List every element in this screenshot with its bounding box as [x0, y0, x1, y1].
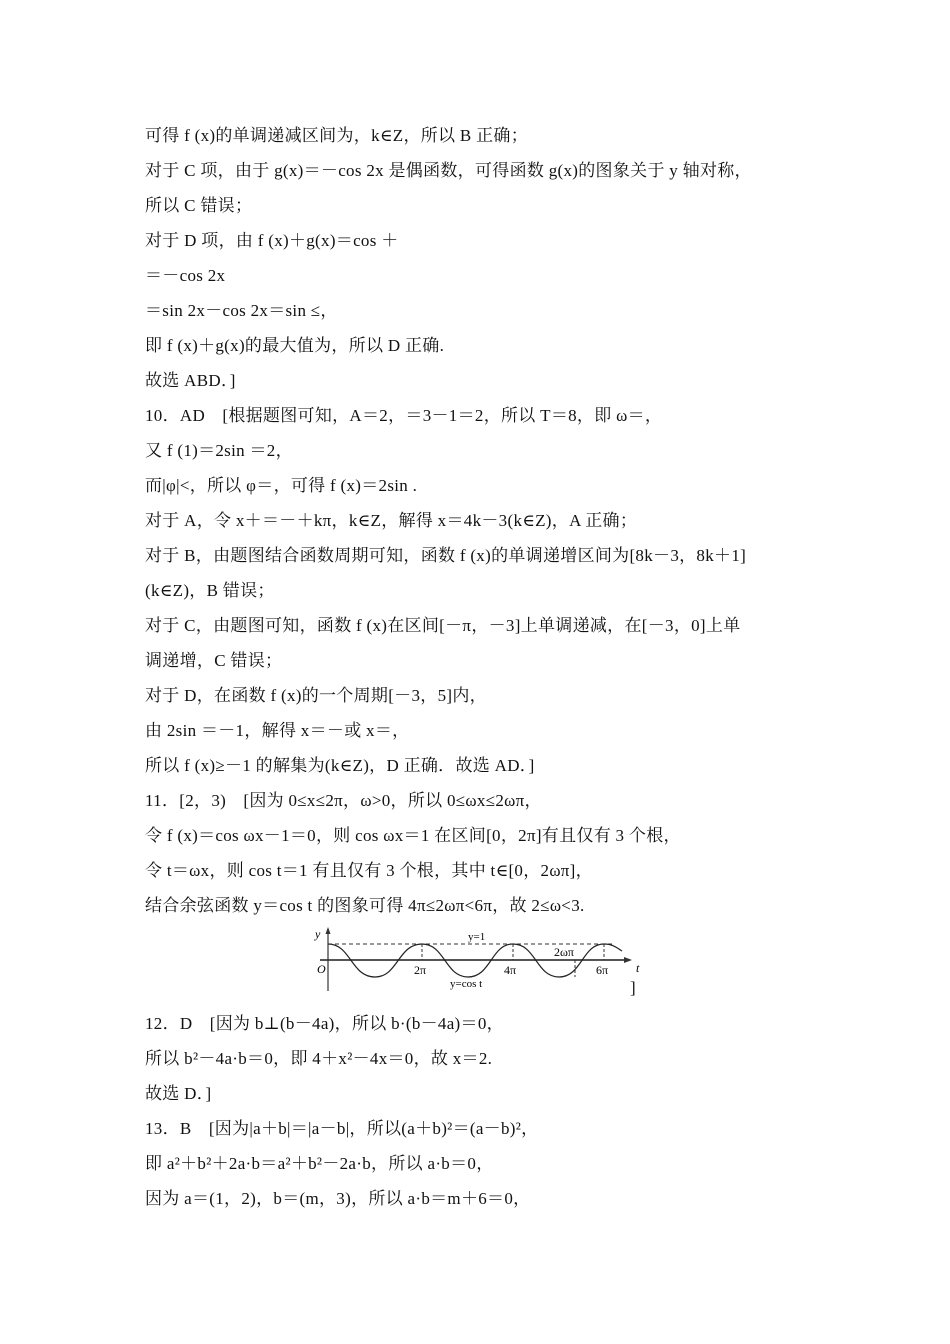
text-line: 即 a²＋b²＋2a·b＝a²＋b²－2a·b，所以 a·b＝0，	[145, 1154, 494, 1173]
text-line: 即 f (x)＋g(x)的最大值为，所以 D 正确.	[145, 336, 445, 355]
text-line: 令 t＝ωx，则 cos t＝1 有且仅有 3 个根，其中 t∈[0，2ωπ]，	[145, 861, 593, 880]
text-line: 调递增，C 错误；	[145, 651, 283, 670]
text-line: 故选 ABD．]	[145, 371, 236, 390]
text-line: 令 f (x)＝cos ωx－1＝0，则 cos ωx＝1 在区间[0，2π]有且仅有 3 个根，	[145, 826, 681, 845]
text-line: 又 f (1)＝2sin ＝2，	[145, 441, 293, 460]
text-line: 所以 b²－4a·b＝0，即 4＋x²－4x＝0，故 x＝2.	[145, 1049, 493, 1068]
text-line: ＝sin 2x－cos 2x＝sin ≤，	[145, 301, 338, 320]
tick-2omega-pi: 2ωπ	[554, 945, 574, 959]
answer-10: 10．AD [根据题图可知，A＝2，＝3－1＝2，所以 T＝8，即 ω＝，	[145, 406, 663, 425]
text-line: 由 2sin ＝－1，解得 x＝－或 x＝，	[145, 721, 410, 740]
text-line: ＝－cos 2x	[145, 266, 226, 285]
text-line: 因为 a＝(1，2)，b＝(m，3)，所以 a·b＝m＋6＝0，	[145, 1189, 531, 1208]
answer-11: 11．[2，3) [因为 0≤x≤2π，ω>0，所以 0≤ωx≤2ωπ，	[145, 791, 542, 810]
t-axis-label: t	[636, 961, 640, 975]
origin-label: O	[317, 962, 326, 976]
line-y1-label: y=1	[468, 931, 486, 943]
text-line: 而|φ|<，所以 φ＝，可得 f (x)＝2sin .	[145, 476, 418, 495]
y-axis-label: y	[315, 927, 321, 941]
text-line: 对于 C，由题图可知，函数 f (x)在区间[－π，－3]上单调递减，在[－3，0]上单	[145, 616, 741, 635]
cosine-graph-figure	[310, 925, 645, 997]
cosine-graph-svg	[310, 925, 645, 997]
tick-6pi: 6π	[596, 963, 609, 977]
text-line: 对于 D，在函数 f (x)的一个周期[－3，5]内，	[145, 686, 487, 705]
text-line: (k∈Z)，B 错误；	[145, 581, 275, 600]
curve-label: y=cos t	[450, 978, 483, 990]
closing-bracket: ]	[630, 978, 636, 997]
text-line: 对于 B，由题图结合函数周期可知，函数 f (x)的单调递增区间为[8k－3，8k＋1]	[145, 546, 747, 565]
text-line: 结合余弦函数 y＝cos t 的图象可得 4π≤2ωπ<6π，故 2≤ω<3.	[145, 896, 585, 915]
text-line: 故选 D．]	[145, 1084, 212, 1103]
text-line: 对于 D 项，由 f (x)＋g(x)＝cos ＋	[145, 231, 399, 250]
text-line: 可得 f (x)的单调递减区间为，k∈Z，所以 B 正确；	[145, 126, 528, 145]
text-line: 对于 C 项，由于 g(x)＝－cos 2x 是偶函数，可得函数 g(x)的图象关于 y 轴对称，	[145, 161, 752, 180]
text-line: 所以 f (x)≥－1 的解集为(k∈Z)，D 正确．故选 AD．]	[145, 756, 535, 775]
tick-2pi: 2π	[414, 963, 427, 977]
tick-4pi: 4π	[504, 963, 517, 977]
answer-12: 12．D [因为 b⊥(b－4a)，所以 b·(b－4a)＝0，	[145, 1014, 504, 1033]
text-line: 所以 C 错误；	[145, 196, 253, 215]
answer-13: 13．B [因为|a＋b|＝|a－b|，所以(a＋b)²＝(a－b)²，	[145, 1119, 539, 1138]
text-line: 对于 A，令 x＋＝－＋kπ，k∈Z，解得 x＝4k－3(k∈Z)，A 正确；	[145, 511, 638, 530]
